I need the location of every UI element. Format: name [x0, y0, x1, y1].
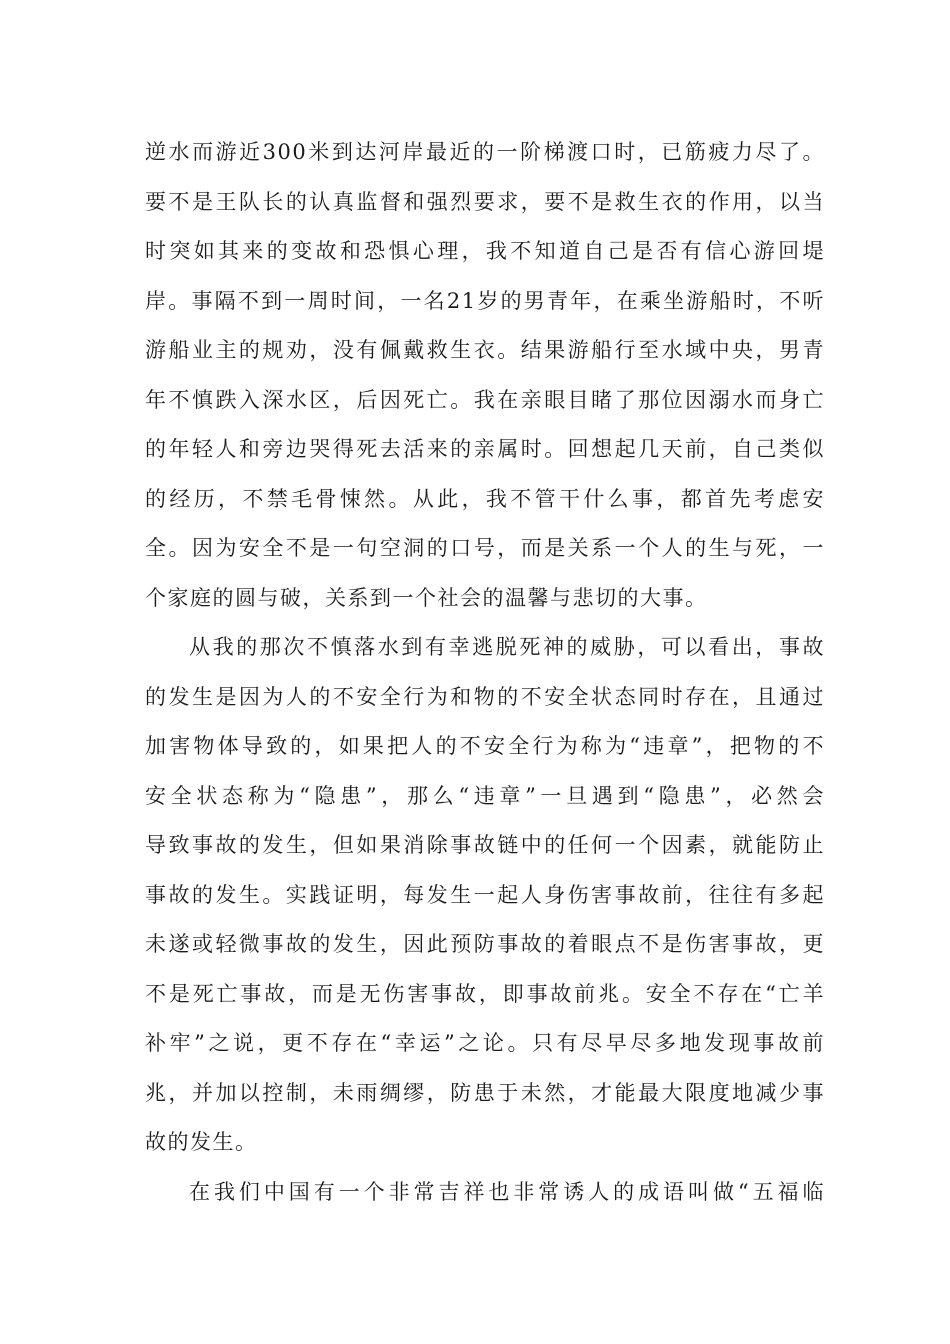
paragraph-start-line: 从我的那次不慎落水到有幸逃脱死神的威胁，可以看出，事故: [189, 635, 825, 659]
text-line: 加害物体导致的，如果把人的不安全行为称为“违章”，把物的不: [145, 734, 825, 758]
text-line: 年不慎跌入深水区，后因死亡。我在亲眼目睹了那位因溺水而身亡: [145, 387, 825, 412]
text-line: 逆水而游近300米到达河岸最近的一阶梯渡口时，已筋疲力尽了。: [145, 140, 825, 164]
text-line: 故的发生。: [145, 1130, 258, 1154]
text-line: 兆，并加以控制，未雨绸缪，防患于未然，才能最大限度地减少事: [145, 1080, 825, 1105]
text-line: 全。因为安全不是一句空洞的口号，而是关系一个人的生与死，一: [145, 536, 825, 560]
text-line: 的发生是因为人的不安全行为和物的不安全状态同时存在，且通过: [145, 684, 825, 709]
text-line: 时突如其来的变故和恐惧心理，我不知道自己是否有信心游回堤: [145, 239, 825, 263]
text-line: 岸。事隔不到一周时间，一名21岁的男青年，在乘坐游船时，不听: [145, 288, 825, 313]
body-text: [145, 128, 825, 1217]
text-line: 个家庭的圆与破，关系到一个社会的温馨与悲切的大事。: [145, 585, 708, 610]
text-line: 补牢”之说，更不存在“幸运”之论。只有尽早尽多地发现事故前: [145, 1031, 825, 1055]
text-line: 的经历，不禁毛骨悚然。从此，我不管干什么事，都首先考虑安: [145, 486, 825, 511]
text-line: 导致事故的发生，但如果消除事故链中的任何一个因素，就能防止: [145, 833, 825, 857]
text-line: 要不是王队长的认真监督和强烈要求，要不是救生衣的作用，以当: [145, 189, 825, 214]
paragraph-start-line: 在我们中国有一个非常吉祥也非常诱人的成语叫做“五福临: [189, 1179, 825, 1204]
text-line: 未遂或轻微事故的发生，因此预防事故的着眼点不是伤害事故，更: [145, 932, 825, 956]
text-line: 游船业主的规劝，没有佩戴救生衣。结果游船行至水域中央，男青: [145, 338, 825, 362]
text-line: 不是死亡事故，而是无伤害事故，即事故前兆。安全不存在“亡羊: [145, 981, 825, 1006]
text-line: 的年轻人和旁边哭得死去活来的亲属时。回想起几天前，自己类似: [145, 437, 825, 461]
text-line: 事故的发生。实践证明，每发生一起人身伤害事故前，往往有多起: [145, 882, 825, 907]
text-line: 安全状态称为“隐患”，那么“违章”一旦遇到“隐患”，必然会: [145, 783, 825, 808]
